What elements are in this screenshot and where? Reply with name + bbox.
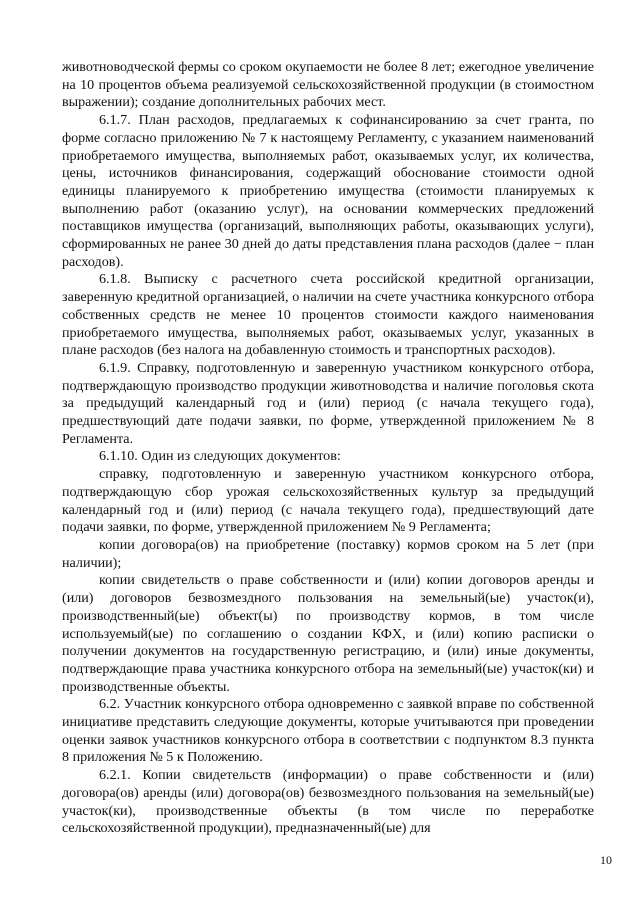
paragraph-6-1-9: 6.1.9. Справку, подготовленную и заверенную участником конкурсного отбора, подтверждающую производство продукции животноводства и наличие поголовья скота за предыдущий календарный год и (или) период (с начала текущего года), предшествующий дате подачи заявки, по форме, утвержденной приложением № 8 Регламента. xyxy=(62,359,594,447)
paragraph-6-2-1: 6.2.1. Копии свидетельств (информации) о праве собственности и (или) договора(ов) аренды (или) договора(ов) безвозмездного пользования на земельный(ые) участок(ки), производственные объекты (в том числе по переработке сельскохозяйственной продукции), предназначенный(ые) для xyxy=(62,767,594,837)
document-page xyxy=(62,59,594,838)
paragraph-6-1-10-item-feed-contracts: копии договора(ов) на приобретение (поставку) кормов сроком на 5 лет (при наличии); xyxy=(62,536,594,571)
paragraph-6-1-8: 6.1.8. Выписку с расчетного счета российской кредитной организации, заверенную кредитной организацией, о наличии на счете участника конкурсного отбора собственных средств не менее 10 процентов стоимости каждого наименования приобретаемого имущества, выполняемых работ, оказываемых услуг, указанных в плане расходов (без налога на добавленную стоимость и транспортных расходов). xyxy=(62,271,594,359)
paragraph-6-1-7: 6.1.7. План расходов, предлагаемых к софинансированию за счет гранта, по форме согласно приложению № 7 к настоящему Регламенту, с указанием наименований приобретаемого имущества, выполняемых работ, оказываемых услуг, их количества, цены, источников финансирования, содержащий обоснование стоимости одной единицы планируемого к приобретению имущества (стоимости планируемых к выполнению работ (оказанию услуг), на основании коммерческих предложений поставщиков имущества (организаций, выполняющих работы, оказывающих услуги), сформированных не ранее 30 дней до даты представления плана расходов (далее − план расходов). xyxy=(62,112,594,270)
paragraph-6-1-10: 6.1.10. Один из следующих документов: xyxy=(99,448,341,465)
paragraph-6-1-10-item-harvest: справку, подготовленную и заверенную участником конкурсного отбора, подтверждающую сбор урожая сельскохозяйственных культур за предыдущий календарный год и (или) период (с начала текущего года), предшествующий дате подачи заявки, по форме, утвержденной приложением № 9 Регламента; xyxy=(62,466,594,536)
paragraph-6-2: 6.2. Участник конкурсного отбора одновременно с заявкой вправе по собственной инициативе представить следующие документы, которые учитываются при проведении оценки заявок участников конкурсного отбора в соответствии с подпунктом 8.3 пункта 8 приложения № 5 к Положению. xyxy=(62,696,594,766)
paragraph-6-1-10-item-property-rights: копии свидетельств о праве собственности и (или) копии договоров аренды и (или) договоров безвозмездного пользования на земельный(ые) участок(и), производственный(ые) объект(ы) по производству кормов, в том числе используемый(ые) по соглашению о создании КФХ, и (или) копию расписки о получении документов на государственную регистрацию, и (или) иные документы, подтверждающие права участника конкурсного отбора на земельный(ые) участок(ки) и производственные объекты. xyxy=(62,572,594,695)
paragraph-continuation: животноводческой фермы со сроком окупаемости не более 8 лет; ежегодное увеличение на 10 процентов объема реализуемой сельскохозяйственной продукции (в стоимостном выражении); создание дополнительных рабочих мест. xyxy=(62,59,594,111)
page-number: 10 xyxy=(600,853,612,867)
